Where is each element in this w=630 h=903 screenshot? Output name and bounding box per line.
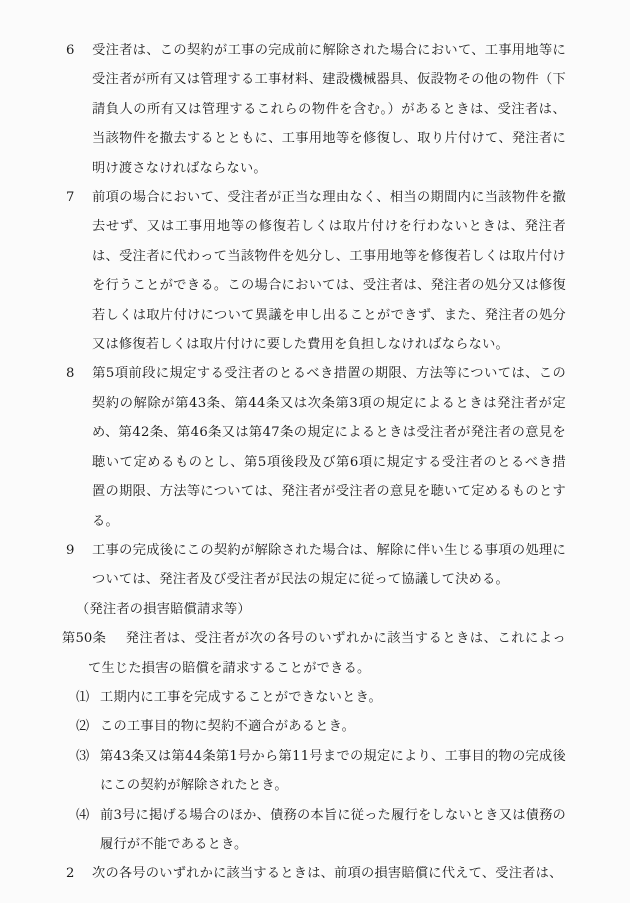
article-50-item-4 (76, 801, 566, 860)
paragraph-text: 工事の完成後にこの契約が解除された場合は、解除に伴い生じる事項の処理については、発注者及び受注者が民法の規定に従って協議して決める。 (92, 542, 566, 588)
paragraph-6 (66, 36, 566, 183)
article-text: 発注者は、受注者が次の各号のいずれかに該当するときは、これによって生じた損害の賠償を請求することができる。 (88, 631, 566, 676)
paragraph-text: 受注者は、この契約が工事の完成前に解除された場合において、工事用地等に受注者が所有又は管理する工事材料、建設機械器具、仮設物その他の物件（下請負人の所有又は管理するこれらの物件を含む。）があるときは、受注者は、当該物件を撤去するとともに、工事用地等を修復し、取り片付けて、発注者に明け渡さなければならない。 (92, 43, 566, 176)
paragraph-number: 8 (66, 366, 75, 382)
caption-text: （発注者の損害賠償請求等） (76, 601, 251, 617)
paragraph-7 (66, 183, 566, 359)
paragraph-8 (66, 359, 566, 535)
paragraph-text: 次の各号のいずれかに該当するときは、前項の損害賠償に代えて、受注者は、 (92, 866, 563, 882)
item-text: 前3号に掲げる場合のほか、債務の本旨に従った履行をしないとき又は債務の履行が不能であるとき。 (100, 807, 567, 852)
item-text: 第43条又は第44条第1号から第11号までの規定により、工事目的物の完成後にこの契約が解除されたとき。 (100, 748, 566, 794)
item-number: ⑶ (76, 748, 90, 764)
article-label: 第50条 (62, 631, 107, 647)
item-number: ⑵ (76, 719, 90, 735)
paragraph-number: 7 (66, 190, 75, 206)
item-text: 工期内に工事を完成することができないとき。 (100, 689, 382, 705)
item-number: ⑷ (76, 807, 90, 823)
paragraph-text: 第5項前段に規定する受注者のとるべき措置の期限、方法等については、この契約の解除が第43条、第44条又は次条第3項の規定によるときは発注者が定め、第42条、第46条又は第47条の規定によるときは受注者が発注者の意見を聴いて定めるものとし、第5項後段及び第6項に規定する受注者のとるべき措置の期限、方法等については、発注者が受注者の意見を聴いて定めるものとする。 (92, 366, 566, 529)
paragraph-number: 2 (66, 866, 75, 882)
paragraph-9 (66, 536, 566, 595)
article-50-item-3 (76, 742, 566, 801)
section-caption-damages (76, 595, 566, 624)
document-body (62, 36, 566, 889)
article-50-item-1 (76, 683, 566, 712)
article-50-paragraph-2 (66, 859, 566, 888)
item-text: この工事目的物に契約不適合があるとき。 (100, 719, 356, 735)
article-50-item-2 (76, 712, 566, 741)
article-50 (62, 624, 566, 683)
paragraph-number: 9 (66, 542, 75, 558)
paragraph-text: 前項の場合において、受注者が正当な理由なく、相当の期間内に当該物件を撤去せず、又は工事用地等の修復若しくは取片付けを行わないときは、発注者は、受注者に代わって当該物件を処分し、工事用地等を修復若しくは取片付けを行うことができる。この場合においては、受注者は、発注者の処分又は修復若しくは取片付けについて異議を申し出ることができず、また、発注者の処分又は修復若しくは取片付けに要した費用を負担しなければならない。 (92, 190, 566, 353)
paragraph-number: 6 (66, 43, 75, 58)
item-number: ⑴ (76, 689, 90, 705)
